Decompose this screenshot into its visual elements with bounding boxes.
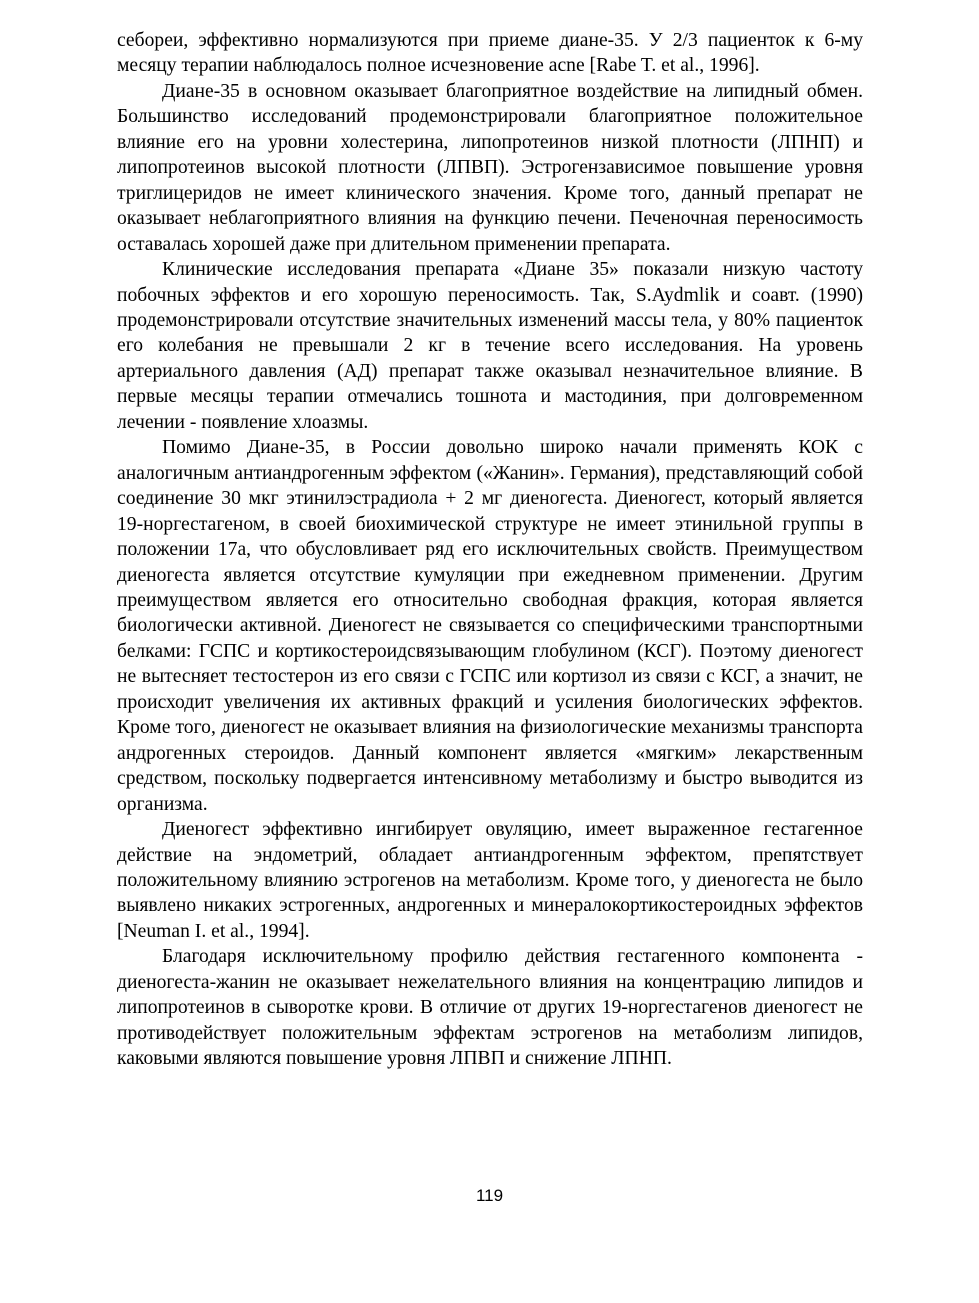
paragraph-4: Помимо Диане-35, в России довольно широко начали применять КОК с аналогичным антиандрогенным эффектом («Жанин». Германия), представляющий собой соединение 30 мкг этинилэстрадиола + 2 мг диеногеста. Диеногест, который является 19-норгестагеном, в своей биохимической структуре не имеет этинильной группы в положении 17а, что обусловливает ряд его исключительных свойств. Преимуществом диеногеста является отсутствие кумуляции при ежедневном применении. Другим преимуществом является его относительно свободная фракция, которая является биологически активной. Диеногест не связывается со специфическими транспортными белками: ГСПС и кортикостероидсвязывающим глобулином (КСГ). Поэтому диеногест не вытесняет тестостерон из его связи с ГСПС или кортизол из связи с КСГ, а значит, не происходит увеличения их активных фракций и усиления биологических эффектов. Кроме того, диеногест не оказывает влияния на физиологические механизмы транспорта андрогенных стероидов. Данный компонент является «мягким» лекарственным средством, поскольку подвергается интенсивному метаболизму и быстро выводится из организма. xyxy=(117,437,863,815)
document-body xyxy=(117,28,863,1072)
page-number: 119 xyxy=(475,1186,504,1205)
paragraph-1: себореи, эффективно нормализуются при приеме диане-35. У 2/3 пациенток к 6-му месяцу терапии наблюдалось полное исчезновение acne [Rabe T. et al., 1996]. xyxy=(117,30,863,77)
paragraph-5: Диеногест эффективно ингибирует овуляцию, имеет выраженное гестагенное действие на эндометрий, обладает антиандрогенным эффектом, препятствует положительному влиянию эстрогенов на метаболизм. Кроме того, у диеногеста не было выявлено никаких эстрогенных, андрогенных и минералокортикостероидных эффектов [Neuman I. et al., 1994]. xyxy=(117,819,863,942)
paragraph-3: Клинические исследования препарата «Диане 35» показали низкую частоту побочных эффектов и его хорошую переносимость. Так, S.Aydmlik и соавт. (1990) продемонстрировали отсутствие значительных изменений массы тела, у 80% пациенток его колебания не превышали 2 кг в течение всего исследования. На уровень артериального давления (АД) препарат также оказывал незначительное влияние. В первые месяцы терапии отмечались тошнота и мастодиния, при долговременном лечении - появление хлоазмы. xyxy=(117,259,863,433)
paragraph-2: Диане-35 в основном оказывает благоприятное воздействие на липидный обмен. Большинство исследований продемонстрировали благоприятное положительное влияние его на уровни холестерина, липопротеинов низкой плотности (ЛПНП) и липопротеинов высокой плотности (ЛПВП). Эстрогензависимое повышение уровня триглицеридов не имеет клинического значения. Кроме того, данный препарат не оказывает неблагоприятного влияния на функцию печени. Печеночная переносимость оставалась хорошей даже при длительном применении препарата. xyxy=(117,80,863,255)
paragraph-6: Благодаря исключительному профилю действия гестагенного компонента - диеногеста-жанин не оказывает нежелательного влияния на концентрацию липидов и липопротеинов в сыворотке крови. В отличие от других 19-норгестагенов диеногест не противодействует положительным эффектам эстрогенов на метаболизм липидов, каковыми являются повышение уровня ЛПВП и снижение ЛПНП. xyxy=(117,946,863,1070)
